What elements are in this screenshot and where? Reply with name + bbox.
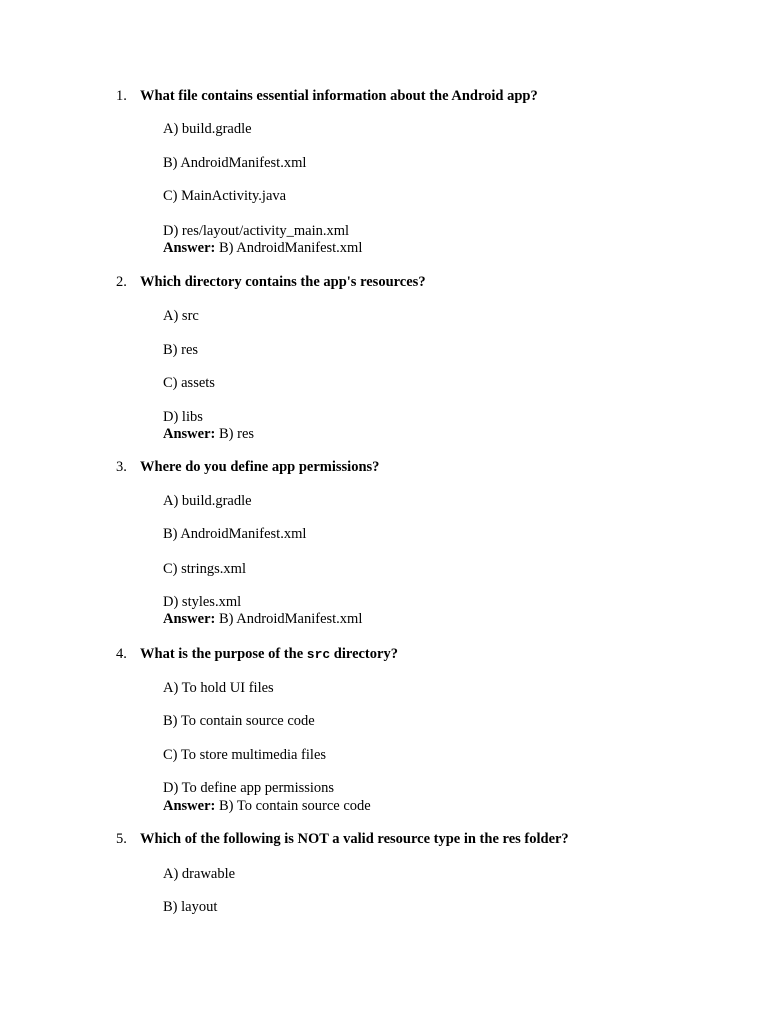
- option-c: C) assets: [163, 375, 215, 391]
- answer-label: Answer:: [163, 798, 216, 814]
- option-a: A) build.gradle: [163, 121, 252, 137]
- question-number: 5.: [116, 831, 127, 847]
- question-text-before: What is the purpose of the: [140, 646, 307, 662]
- question-number: 4.: [116, 646, 127, 662]
- option-a: A) drawable: [163, 866, 236, 882]
- question-number: 3.: [116, 459, 127, 475]
- question-text: Which directory contains the app's resources?: [140, 274, 426, 290]
- option-d: D) styles.xml: [163, 594, 242, 610]
- question-text: What file contains essential information about the Android app?: [140, 88, 538, 104]
- option-b: B) res: [163, 342, 199, 358]
- answer-value: B) To contain source code: [215, 798, 371, 814]
- question-text: Where do you define app permissions?: [140, 459, 380, 475]
- option-a: A) To hold UI files: [163, 680, 274, 696]
- option-c: C) To store multimedia files: [163, 747, 327, 763]
- answer-label: Answer:: [163, 240, 216, 256]
- answer-line: [163, 796, 371, 816]
- option-b: B) To contain source code: [163, 713, 315, 729]
- answer-line: [163, 424, 254, 444]
- option-d: D) res/layout/activity_main.xml: [163, 223, 350, 239]
- option-c: C) strings.xml: [163, 561, 246, 577]
- question-text: [140, 644, 398, 665]
- answer-line: [163, 609, 362, 629]
- question-number: 1.: [116, 88, 127, 104]
- option-a: A) src: [163, 308, 199, 324]
- question-text: Which of the following is NOT a valid resource type in the res folder?: [140, 831, 569, 847]
- option-b: B) layout: [163, 899, 218, 915]
- option-a: A) build.gradle: [163, 493, 252, 509]
- question-number: 2.: [116, 274, 127, 290]
- option-b: B) AndroidManifest.xml: [163, 155, 307, 171]
- answer-line: [163, 238, 362, 258]
- answer-label: Answer:: [163, 426, 216, 442]
- question-text-after: directory?: [330, 646, 398, 662]
- option-d: D) libs: [163, 409, 203, 425]
- answer-value: B) AndroidManifest.xml: [215, 611, 363, 627]
- option-c: C) MainActivity.java: [163, 188, 287, 204]
- answer-label: Answer:: [163, 611, 216, 627]
- option-d: D) To define app permissions: [163, 780, 335, 796]
- option-b: B) AndroidManifest.xml: [163, 526, 307, 542]
- answer-value: B) res: [215, 426, 255, 442]
- code-term: src: [306, 647, 331, 662]
- answer-value: B) AndroidManifest.xml: [215, 240, 363, 256]
